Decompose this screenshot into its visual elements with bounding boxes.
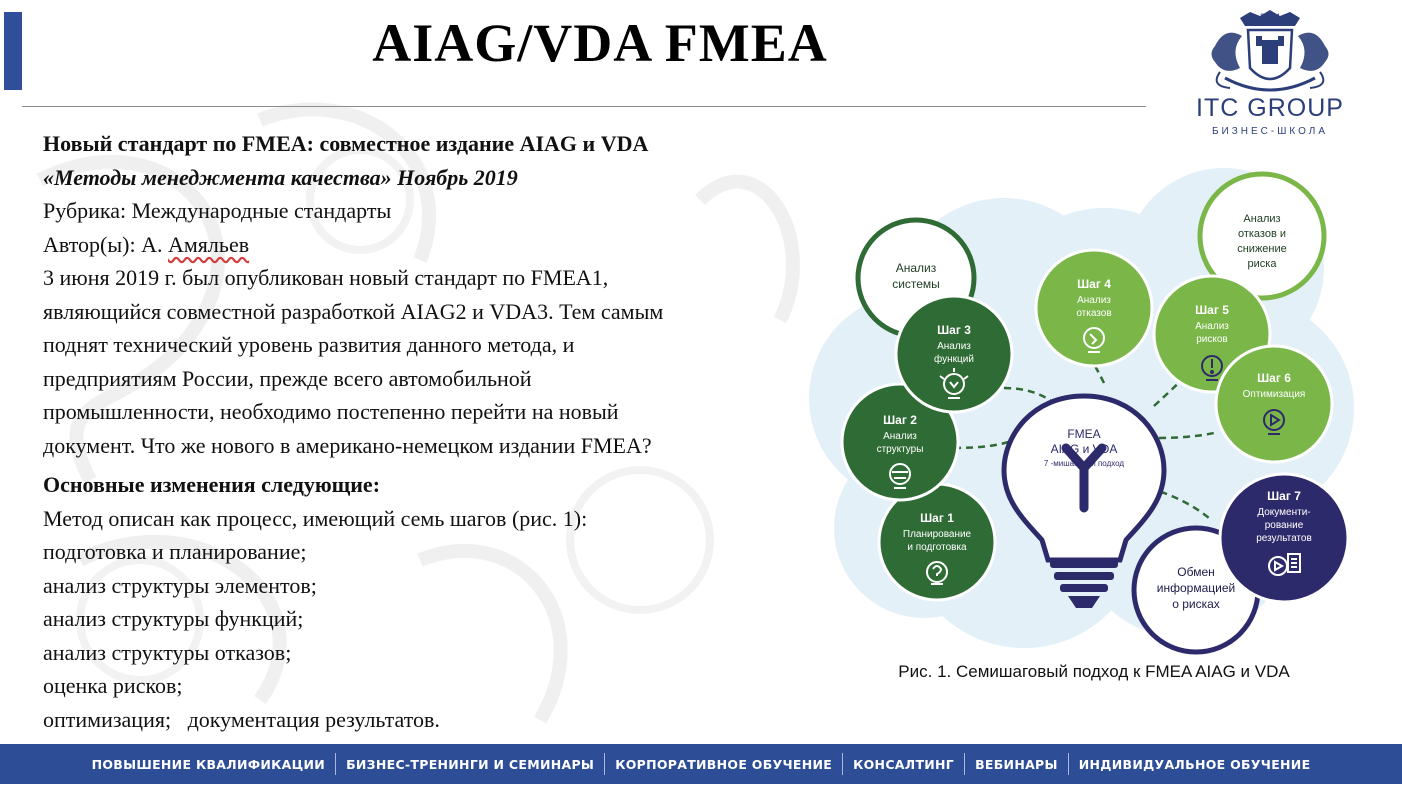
step-label-line: результатов	[1256, 533, 1312, 544]
changes-item: оптимизация; документация результатов.	[43, 706, 440, 732]
slide-title: AIAG/VDA FMEA	[372, 13, 828, 73]
diagram-caption: Рис. 1. Семишаговый подход к FMEA AIAG и VDA	[898, 662, 1290, 681]
changes-item: подготовка и планирование;	[43, 539, 307, 564]
article-source: «Методы менеджмента качества» Ноябрь 2019	[43, 164, 518, 190]
footer-item-trainings[interactable]: БИЗНЕС-ТРЕНИНГИ И СЕМИНАРЫ	[346, 756, 595, 772]
changes-item: оценка рисков;	[43, 673, 183, 698]
title-divider	[22, 106, 1146, 107]
step-number: Шаг 2	[883, 413, 917, 427]
article-paragraph-line: поднят технический уровень развития данного метода, и	[43, 332, 575, 357]
footer-item-individual[interactable]: ИНДИВИДУАЛЬНОЕ ОБУЧЕНИЕ	[1078, 756, 1311, 772]
center-label-sub: 7 -мишаговый подход	[1043, 459, 1125, 468]
article-headline: Новый стандарт по FMEA: совместное издание AIAG и VDA	[43, 131, 649, 156]
center-label-main: AIAG и VDA	[1050, 442, 1118, 456]
step-label-line: Планирование	[902, 529, 972, 540]
outline-bottom-line: информацией	[1156, 581, 1236, 595]
outline-right-line: снижение	[1237, 243, 1287, 255]
article-body	[43, 127, 813, 736]
changes-item: анализ структуры отказов;	[43, 639, 292, 665]
article-paragraph-line: предприятиям России, прежде всего автомобильной	[43, 365, 532, 391]
step-label-line: рисков	[1196, 334, 1228, 345]
author-prefix: Автор(ы): А.	[43, 231, 168, 257]
outline-bottom-line: Обмен	[1177, 565, 1215, 579]
step-4-circle	[1036, 250, 1152, 366]
footer-item-webinars[interactable]: ВЕБИНАРЫ	[975, 756, 1058, 772]
step-label-line: Анализ	[1195, 321, 1229, 332]
article-paragraph-line: являющийся совместной разработкой AIAG2 и VDA3. Тем самым	[43, 298, 664, 324]
footer-item-corporate[interactable]: КОРПОРАТИВНОЕ ОБУЧЕНИЕ	[615, 756, 833, 772]
step-number: Шаг 6	[1257, 371, 1291, 385]
changes-item: анализ структуры элементов;	[43, 572, 317, 598]
article-paragraph-line: 3 июня 2019 г. был опубликован новый стандарт по FMEA1,	[43, 265, 609, 290]
outline-left-line: системы	[892, 277, 940, 291]
footer-item-qualification[interactable]: ПОВЫШЕНИЕ КВАЛИФИКАЦИИ	[91, 756, 326, 772]
changes-item: анализ структуры функций;	[43, 606, 304, 631]
article-paragraph-line: промышленности, необходимо постепенно перейти на новый	[43, 399, 619, 424]
step-label-line: Анализ	[937, 341, 971, 352]
footer-item-consulting[interactable]: КОНСАЛТИНГ	[853, 756, 955, 772]
step-label-line: рование	[1264, 520, 1304, 531]
step-label-line: функций	[934, 354, 974, 365]
article-paragraph-line: документ. Что же нового в американо-немецком издании FMEA?	[43, 432, 652, 458]
step-label-line: структуры	[876, 444, 924, 455]
changes-heading: Основные изменения следующие:	[43, 472, 381, 497]
step-label-line: Анализ	[1077, 295, 1111, 306]
logo-name: ITC GROUP	[1196, 94, 1344, 122]
article-author	[43, 228, 813, 262]
step-3-circle	[896, 296, 1012, 412]
step-label-line: Документи-	[1257, 507, 1311, 518]
changes-item: Метод описан как процесс, имеющий семь шагов (рис. 1):	[43, 505, 588, 531]
outline-right-line: риска	[1247, 258, 1277, 270]
step-label-line: Оптимизация	[1242, 389, 1306, 400]
outline-left-line: Анализ	[895, 261, 937, 275]
step-label-line: Анализ	[883, 431, 917, 442]
author-name: Амяльев	[168, 231, 250, 257]
step-6-circle	[1216, 346, 1332, 462]
outline-bottom-line: о рисках	[1172, 597, 1220, 611]
step-1-circle	[879, 484, 995, 600]
outline-right-line: Анализ	[1243, 213, 1281, 225]
itc-group-logo	[1170, 6, 1370, 146]
step-label-line: и подготовка	[907, 542, 967, 553]
outline-right-line: отказов и	[1237, 228, 1287, 240]
step-number: Шаг 4	[1077, 277, 1111, 291]
article-rubric: Рубрика: Международные стандарты	[43, 198, 392, 223]
center-label-top: FMEA	[1067, 427, 1101, 441]
fmea-seven-step-diagram	[804, 148, 1364, 668]
footer-services-bar	[0, 744, 1402, 784]
step-7-circle	[1220, 474, 1348, 602]
step-number: Шаг 3	[937, 323, 971, 337]
logo-subtitle: БИЗНЕС-ШКОЛА	[1211, 126, 1328, 137]
step-label-line: отказов	[1076, 308, 1112, 319]
step-number: Шаг 1	[920, 511, 954, 525]
step-number: Шаг 5	[1195, 303, 1229, 317]
step-number: Шаг 7	[1267, 489, 1301, 503]
